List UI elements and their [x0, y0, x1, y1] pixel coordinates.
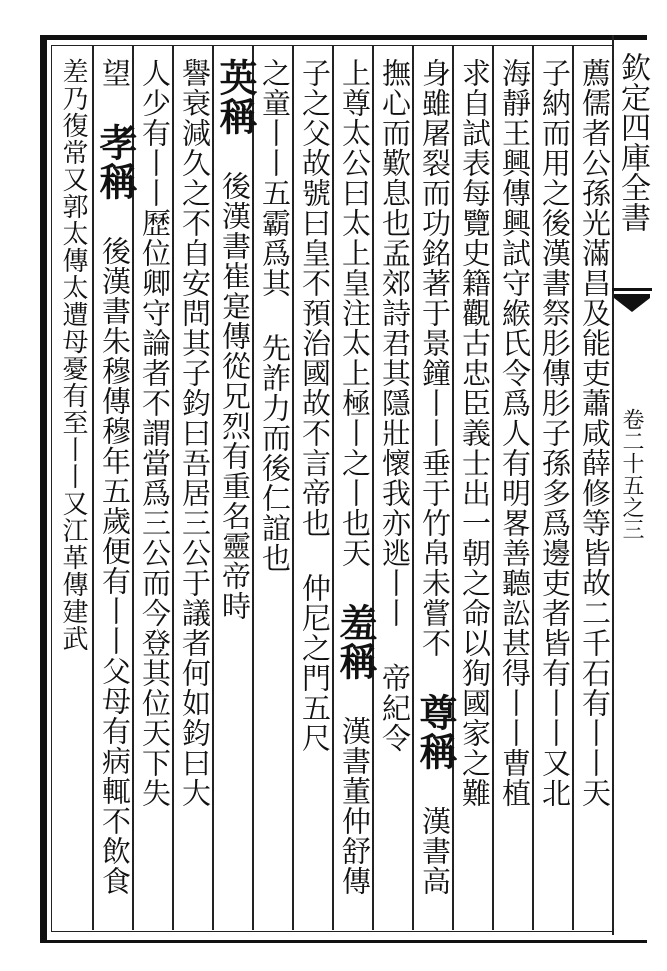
text-column: [175, 58, 215, 928]
text-column: [375, 58, 415, 928]
heading-term: 羞稱: [333, 603, 378, 681]
column-text: 後漢書朱穆傳穆年五歲便有丨丨父母有病輒不飲食: [98, 236, 132, 896]
text-column: [413, 58, 458, 928]
column-text: 後漢書崔寔傳從兄烈有重名靈帝時: [218, 171, 252, 621]
text-column: [255, 58, 295, 928]
column-text: 海靜王興傳興試守緱氏令爲人有明畧善聽訟甚得丨丨曹植: [498, 58, 532, 808]
column-text: 上尊太公曰太上皇注太上極丨之丨也天: [338, 58, 372, 568]
text-column: [455, 58, 495, 928]
column-text: 差乃復常又郭太傳太遭母憂有至丨丨又江革傳建武: [58, 58, 88, 652]
column-text: 之童丨丨五霸爲其: [258, 58, 292, 298]
column-text: 漢書高: [418, 806, 452, 896]
column-text: 求自試表每覽史籍觀古忠臣義士出一朝之命以狥國家之難: [458, 58, 492, 808]
heading-term: 英稱: [213, 58, 258, 136]
column-text: 漢書董仲舒傳: [338, 716, 372, 896]
text-column: [295, 58, 335, 928]
column-text: 身雖屠裂而功銘著于景鐘丨丨垂于竹帛未嘗不: [418, 58, 452, 658]
column-text: 撫心而歎息也孟郊詩君其隱壯懷我亦逃丨丨: [378, 58, 412, 628]
column-text: 望: [98, 58, 132, 88]
column-text: 人少有丨丨歷位卿守論者不謂當爲三公而今登其位天下失: [138, 58, 172, 808]
text-column: [213, 58, 258, 928]
column-text: 子納而用之後漢書祭肜傳肜子孫多爲邊吏者皆有丨丨又北: [538, 58, 572, 808]
column-text: 帝紀令: [378, 663, 412, 753]
text-column: [575, 58, 615, 928]
text-column: [93, 58, 138, 928]
column-text: 仲尼之門五尺: [298, 573, 332, 753]
column-text: 譽衰減久之不自安問其子鈞曰吾居三公于議者何如鈞曰大: [178, 58, 212, 808]
column-text: 先詐力而後仁誼也: [258, 333, 292, 573]
text-column: [535, 58, 575, 928]
text-column: [55, 58, 93, 928]
column-text: 子之父故號曰皇不預治國故不言帝也: [298, 58, 332, 538]
text-column: [135, 58, 175, 928]
volume-label: 卷二十五之三: [619, 408, 644, 540]
column-text: 薦儒者公孫光滿昌及能吏蕭咸薛修等皆故二千石有丨丨天: [578, 58, 612, 808]
text-column: [495, 58, 535, 928]
book-title: 欽定四庫全書: [615, 52, 650, 232]
text-column: [333, 58, 378, 928]
heading-term: 孝稱: [93, 123, 138, 201]
fish-tail-icon: [612, 290, 652, 330]
heading-term: 尊稱: [413, 693, 458, 771]
